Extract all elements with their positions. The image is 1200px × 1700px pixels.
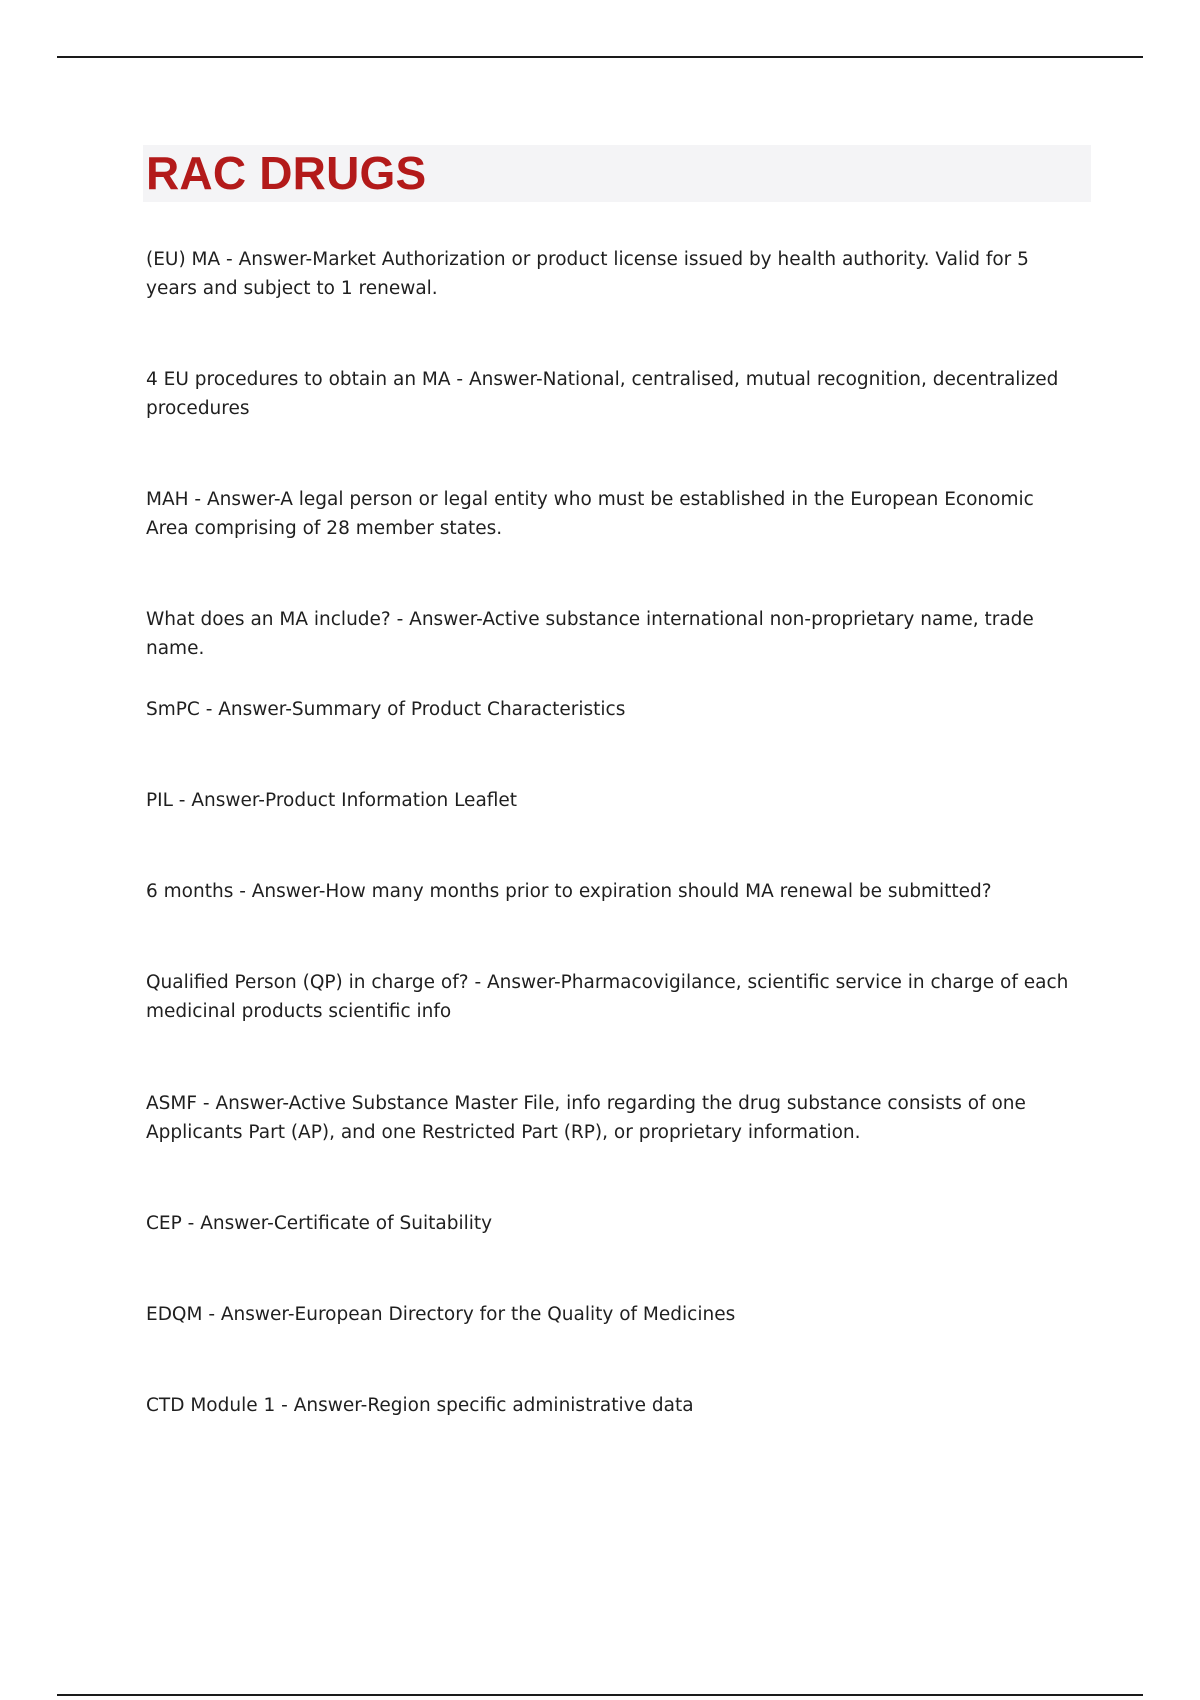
qa-entry-ma-include: What does an MA include? - Answer-Active substance international non-proprietary name, trade name. [146, 609, 1034, 659]
qa-entry-renewal-months: 6 months - Answer-How many months prior to expiration should MA renewal be submitted? [146, 881, 992, 902]
qa-entry-mah: MAH - Answer-A legal person or legal entity who must be established in the European Economic Area comprising of 28 member states. [146, 489, 1034, 539]
qa-entry-pil: PIL - Answer-Product Information Leaflet [146, 790, 518, 811]
qa-list [146, 245, 1081, 1431]
document-title: RAC DRUGS [146, 147, 427, 199]
qa-entry-qualified-person: Qualified Person (QP) in charge of? - Answer-Pharmacovigilance, scientific service in charge of each medicinal products scientific info [146, 972, 1069, 1022]
qa-entry-cep: CEP - Answer-Certificate of Suitability [146, 1213, 493, 1234]
bottom-rule [57, 1694, 1143, 1696]
top-rule [57, 56, 1143, 58]
qa-entry-edqm: EDQM - Answer-European Directory for the Quality of Medicines [146, 1304, 736, 1325]
qa-entry-eu-procedures: 4 EU procedures to obtain an MA - Answer-National, centralised, mutual recognition, decentralized procedures [146, 369, 1059, 419]
qa-entry-asmf: ASMF - Answer-Active Substance Master File, info regarding the drug substance consists of one Applicants Part (AP), and one Restricted Part (RP), or proprietary information. [146, 1093, 1026, 1143]
qa-entry-eu-ma: (EU) MA - Answer-Market Authorization or product license issued by health authority. Valid for 5 years and subject to 1 renewal. [146, 249, 1029, 299]
qa-entry-ctd-module-1: CTD Module 1 - Answer-Region specific administrative data [146, 1395, 694, 1416]
qa-entry-smpc: SmPC - Answer-Summary of Product Characteristics [146, 699, 626, 720]
